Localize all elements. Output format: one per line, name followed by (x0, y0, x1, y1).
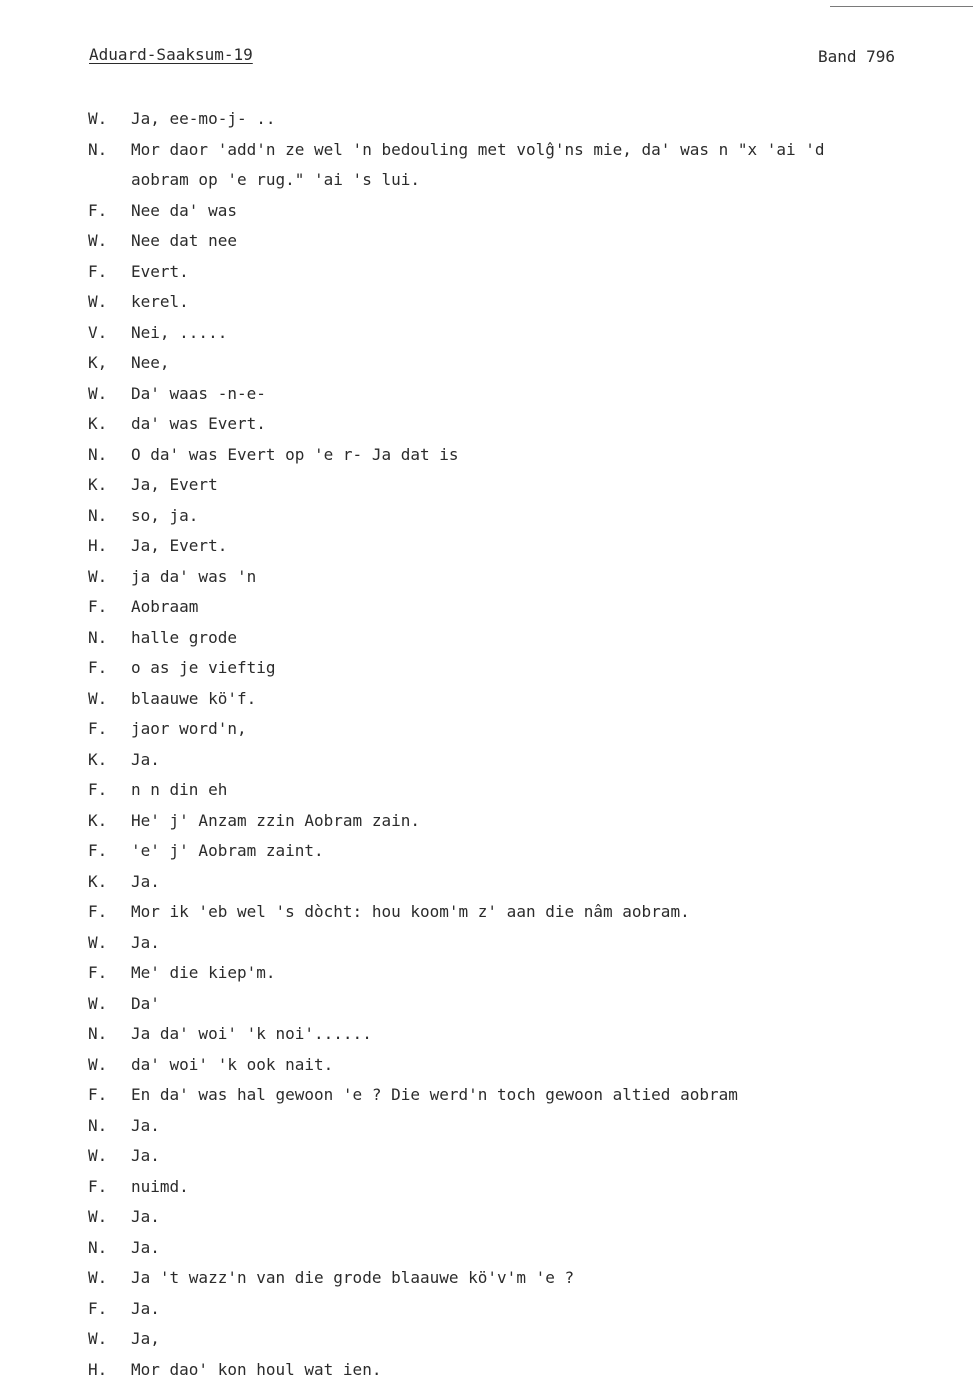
speaker-label: N. (88, 505, 108, 525)
transcript-line (0, 657, 973, 688)
transcript-line (0, 840, 973, 871)
speaker-label: K. (88, 475, 108, 494)
transcript-line (0, 322, 973, 353)
speaker-label: H. (88, 536, 108, 555)
speaker-label: N. (88, 139, 108, 159)
utterance-text: Mor dao' kon houl wat ien. (131, 1359, 382, 1379)
utterance-text: so, ja. (131, 505, 199, 525)
utterance-text: Ja, Evert. (131, 536, 228, 555)
transcript-line (0, 901, 973, 932)
speaker-label: F. (88, 261, 108, 281)
utterance-text: Ja. (131, 871, 160, 891)
transcript-line (0, 1237, 973, 1268)
utterance-text: Ja. (131, 1298, 160, 1318)
utterance-text: Ja, Evert (131, 475, 218, 494)
speaker-label: F. (88, 963, 108, 982)
speaker-label: W. (88, 1146, 108, 1165)
transcript-line (0, 627, 973, 658)
utterance-text: Ja, (131, 1329, 160, 1348)
speaker-label: K. (88, 810, 108, 830)
speaker-label: W. (88, 231, 108, 250)
utterance-text: He' j' Anzam zzin Aobram zain. (131, 810, 420, 830)
transcript-line (0, 1206, 973, 1237)
transcript-line (0, 779, 973, 810)
utterance-text: nuimd. (131, 1176, 189, 1196)
speaker-label: F. (88, 719, 108, 738)
speaker-label: W. (88, 932, 108, 952)
transcript-line (0, 383, 973, 414)
transcript-line (0, 596, 973, 627)
top-rule (830, 6, 973, 7)
utterance-text: Nei, ..... (131, 322, 228, 342)
utterance-text: Nee dat nee (131, 231, 237, 250)
transcript-line (0, 169, 973, 200)
utterance-text: Me' die kiep'm. (131, 963, 276, 982)
utterance-text: Ja 't wazz'n van die grode blaauwe kö'v'm 'e ? (131, 1268, 575, 1287)
speaker-label: F. (88, 200, 108, 220)
speaker-label: N. (88, 1237, 108, 1257)
utterance-text: blaauwe kö'f. (131, 688, 257, 708)
speaker-label: K. (88, 414, 108, 433)
utterance-text: o as je vieftig (131, 658, 276, 677)
utterance-text: ja da' was 'n (131, 566, 257, 586)
utterance-text: aobram op 'e rug." 'ai 's lui. (131, 170, 420, 189)
utterance-text: Ja. (131, 1237, 160, 1257)
utterance-text: Ja. (131, 1146, 160, 1165)
transcript-line (0, 1084, 973, 1115)
speaker-label: W. (88, 688, 108, 708)
page-title: Aduard-Saaksum-19 (89, 45, 253, 64)
speaker-label: F. (88, 1298, 108, 1318)
transcript-line (0, 749, 973, 780)
speaker-label: W. (88, 993, 108, 1013)
speaker-label: F. (88, 780, 108, 799)
utterance-text: Ja da' woi' 'k noi'...... (131, 1024, 372, 1043)
speaker-label: F. (88, 597, 108, 616)
transcript-line (0, 993, 973, 1024)
band-number: Band 796 (818, 47, 896, 66)
speaker-label: N. (88, 627, 108, 647)
transcript-line (0, 1115, 973, 1146)
transcript-line (0, 108, 973, 139)
utterance-text: 'e' j' Aobram zaint. (131, 841, 324, 860)
speaker-label: N. (88, 1115, 108, 1135)
speaker-label: F. (88, 1176, 108, 1196)
speaker-label: F. (88, 1085, 108, 1104)
transcript-line (0, 200, 973, 231)
speaker-label: W. (88, 1329, 108, 1348)
speaker-label: V. (88, 322, 108, 342)
speaker-label: W. (88, 292, 108, 311)
utterance-text: O da' was Evert op 'e r- Ja dat is (131, 444, 459, 464)
utterance-text: Da' (131, 993, 160, 1013)
utterance-text: Ja, ee-mo-j- .. (131, 109, 276, 128)
transcript-line (0, 352, 973, 383)
transcript-line (0, 444, 973, 475)
speaker-label: N. (88, 444, 108, 464)
utterance-text: Da' waas -n-e- (131, 383, 266, 403)
transcript-line (0, 1298, 973, 1329)
transcript-line (0, 1176, 973, 1207)
transcript-line (0, 688, 973, 719)
speaker-label: W. (88, 1268, 108, 1287)
speaker-label: W. (88, 566, 108, 586)
utterance-text: En da' was hal gewoon 'e ? Die werd'n toch gewoon altied aobram (131, 1085, 738, 1104)
transcript-line (0, 139, 973, 170)
transcript-line (0, 505, 973, 536)
utterance-text: Mor daor 'add'n ze wel 'n bedouling met volĝ'ns mie, da' was n "x 'ai 'd (131, 139, 825, 159)
transcript-line (0, 718, 973, 749)
transcript-line (0, 962, 973, 993)
speaker-label: W. (88, 383, 108, 403)
transcript-line (0, 291, 973, 322)
speaker-label: F. (88, 902, 108, 921)
transcript-line (0, 230, 973, 261)
utterance-text: Ja. (131, 749, 160, 769)
transcript-line (0, 1023, 973, 1054)
utterance-text: Ja. (131, 1115, 160, 1135)
speaker-label: W. (88, 1207, 108, 1226)
transcript-line (0, 1359, 973, 1390)
transcript-line (0, 1145, 973, 1176)
utterance-text: Evert. (131, 261, 189, 281)
utterance-text: jaor word'n, (131, 719, 247, 738)
transcript-line (0, 474, 973, 505)
utterance-text: da' was Evert. (131, 414, 266, 433)
transcript-line (0, 1328, 973, 1359)
speaker-label: K, (88, 353, 108, 372)
utterance-text: Ja. (131, 1207, 160, 1226)
utterance-text: Nee da' was (131, 200, 237, 220)
speaker-label: F. (88, 841, 108, 860)
speaker-label: H. (88, 1359, 108, 1379)
transcript-line (0, 1054, 973, 1085)
speaker-label: W. (88, 1054, 108, 1074)
transcript-line (0, 535, 973, 566)
transcript-line (0, 1267, 973, 1298)
utterance-text: Nee, (131, 353, 170, 372)
speaker-label: F. (88, 658, 108, 677)
utterance-text: Ja. (131, 932, 160, 952)
utterance-text: da' woi' 'k ook nait. (131, 1054, 334, 1074)
transcript-line (0, 810, 973, 841)
speaker-label: K. (88, 749, 108, 769)
transcript-line (0, 871, 973, 902)
speaker-label: N. (88, 1024, 108, 1043)
transcript-line (0, 413, 973, 444)
speaker-label: W. (88, 109, 108, 128)
speaker-label: K. (88, 871, 108, 891)
utterance-text: n n din eh (131, 780, 228, 799)
transcript-line (0, 932, 973, 963)
utterance-text: Mor ik 'eb wel 's dòcht: hou koom'm z' aan die nâm aobram. (131, 902, 690, 921)
transcript (0, 108, 973, 1389)
transcript-line (0, 261, 973, 292)
utterance-text: halle grode (131, 627, 237, 647)
utterance-text: kerel. (131, 292, 189, 311)
transcript-line (0, 566, 973, 597)
utterance-text: Aobraam (131, 597, 199, 616)
